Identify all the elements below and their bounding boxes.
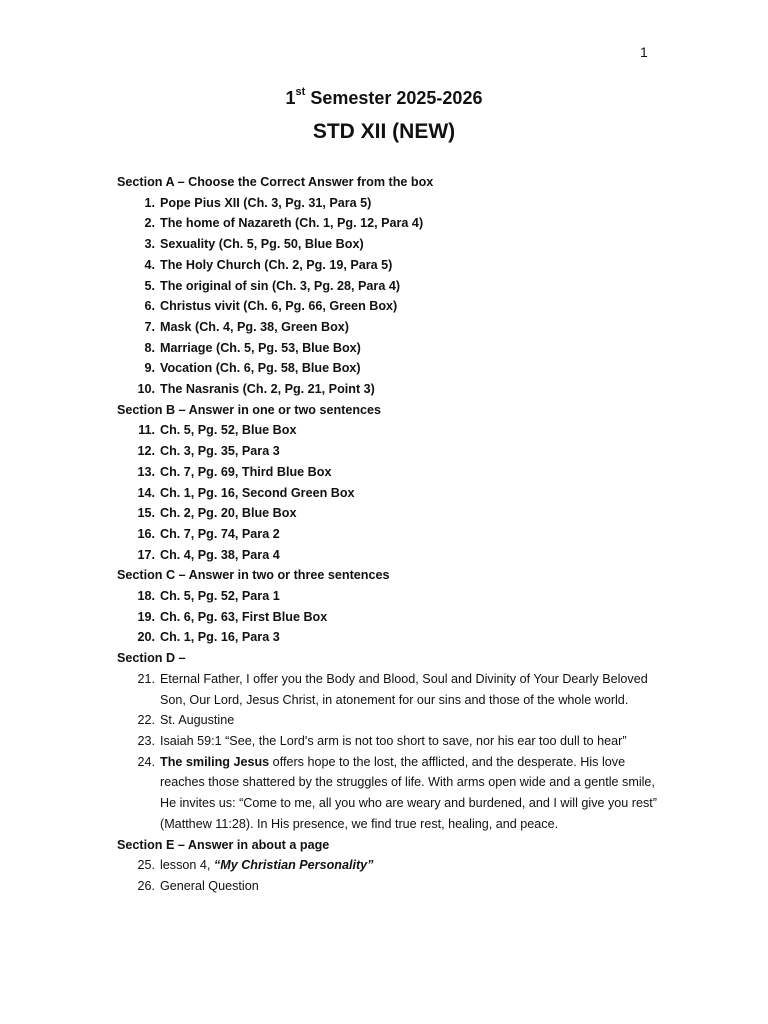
item-bold-lead: The smiling Jesus	[160, 754, 270, 769]
ordinal-suffix: st	[295, 86, 306, 98]
item-text: Vocation (Ch. 6, Pg. 58, Blue Box)	[160, 361, 361, 376]
list-item	[117, 876, 657, 897]
list-item	[117, 296, 657, 317]
class-title: STD XII (NEW)	[312, 120, 456, 143]
item-number: 19.	[137, 609, 155, 624]
item-text: Ch. 5, Pg. 52, Blue Box	[160, 423, 297, 438]
item-text: Pope Pius XII (Ch. 3, Pg. 31, Para 5)	[160, 195, 372, 210]
item-number: 18.	[137, 589, 155, 604]
semester-text: Semester 2025-2026	[305, 88, 483, 108]
list-item	[117, 669, 657, 710]
item-number: 4.	[144, 257, 155, 272]
item-text-rich	[160, 855, 657, 876]
item-text: Ch. 4, Pg. 38, Para 4	[160, 547, 280, 562]
item-italic-title: “My Christian Personality”	[213, 858, 374, 873]
item-text: Ch. 3, Pg. 35, Para 3	[160, 444, 280, 459]
item-text: Ch. 6, Pg. 63, First Blue Box	[160, 609, 328, 624]
list-item	[117, 358, 657, 379]
item-text: Ch. 2, Pg. 20, Blue Box	[160, 506, 297, 521]
section-e-heading: Section E – Answer in about a page	[117, 837, 330, 852]
list-item	[117, 483, 657, 504]
item-text-rich	[160, 752, 657, 835]
item-text: Ch. 5, Pg. 52, Para 1	[160, 589, 280, 604]
item-number: 6.	[144, 299, 155, 314]
list-item	[117, 193, 657, 214]
item-text: Eternal Father, I offer you the Body and Blood, Soul and Divinity of Your Dearly Beloved Son, Our Lord, Jesus Christ, in atonement for our sins and those of the whole world.	[160, 671, 648, 707]
section-b-heading: Section B – Answer in one or two sentences	[117, 402, 382, 417]
item-text: Ch. 7, Pg. 69, Third Blue Box	[160, 464, 332, 479]
item-text: St. Augustine	[160, 713, 235, 728]
ordinal-number: 1	[285, 88, 296, 108]
item-number: 14.	[137, 485, 155, 500]
item-text: Ch. 1, Pg. 16, Second Green Box	[160, 485, 355, 500]
item-number: 3.	[144, 237, 155, 252]
list-item	[117, 855, 657, 876]
item-number: 8.	[144, 340, 155, 355]
item-text: lesson 4,	[160, 858, 214, 873]
item-number: 22.	[137, 713, 155, 728]
item-number: 26.	[137, 878, 155, 893]
item-number: 15.	[137, 506, 155, 521]
item-text: Marriage (Ch. 5, Pg. 53, Blue Box)	[160, 340, 361, 355]
item-text: The Nasranis (Ch. 2, Pg. 21, Point 3)	[160, 382, 375, 397]
item-text: Isaiah 59:1 “See, the Lord's arm is not too short to save, nor his ear too dull to hear”	[160, 733, 627, 748]
list-item	[117, 379, 657, 400]
list-item	[117, 545, 657, 566]
page-number: 1	[640, 44, 648, 60]
list-item	[117, 524, 657, 545]
item-text: General Question	[160, 878, 259, 893]
list-item	[117, 234, 657, 255]
item-number: 17.	[137, 547, 155, 562]
list-item	[117, 462, 657, 483]
item-number: 7.	[144, 319, 155, 334]
item-number: 25.	[137, 858, 155, 873]
list-item	[117, 420, 657, 441]
item-number: 21.	[137, 671, 155, 686]
item-text: Ch. 1, Pg. 16, Para 3	[160, 630, 280, 645]
list-item	[117, 607, 657, 628]
list-item	[117, 338, 657, 359]
item-number: 1.	[144, 195, 155, 210]
item-number: 2.	[144, 216, 155, 231]
section-d-heading: Section D –	[117, 651, 186, 666]
item-number: 10.	[137, 382, 155, 397]
list-item	[117, 317, 657, 338]
list-item	[117, 441, 657, 462]
list-item	[117, 710, 657, 731]
list-item	[117, 627, 657, 648]
item-text: The Holy Church (Ch. 2, Pg. 19, Para 5)	[160, 257, 393, 272]
item-number: 5.	[144, 278, 155, 293]
item-text: The home of Nazareth (Ch. 1, Pg. 12, Para 4)	[160, 216, 424, 231]
item-text: Christus vivit (Ch. 6, Pg. 66, Green Box)	[160, 299, 398, 314]
section-c-heading: Section C – Answer in two or three sentences	[117, 568, 390, 583]
item-text: Ch. 7, Pg. 74, Para 2	[160, 526, 280, 541]
list-item	[117, 752, 657, 835]
item-text: offers hope to the lost, the afflicted, and the desperate. His love reaches those shattered by the struggles of life. With arms open wide and a gentle smile, He invites us: “Come to me, all you who are weary and burdened, and I will give you rest” (Matthew 11:28). In His presence, we find true rest, healing, and peace.	[160, 754, 657, 831]
section-a-heading: Section A – Choose the Correct Answer from the box	[117, 175, 434, 189]
semester-title	[0, 88, 768, 109]
list-item	[117, 255, 657, 276]
item-number: 23.	[137, 733, 155, 748]
list-item	[117, 276, 657, 297]
item-text: Sexuality (Ch. 5, Pg. 50, Blue Box)	[160, 237, 364, 252]
item-text: Mask (Ch. 4, Pg. 38, Green Box)	[160, 319, 349, 334]
item-number: 11.	[138, 423, 155, 438]
list-item	[117, 503, 657, 524]
answer-key	[117, 172, 657, 897]
item-text: The original of sin (Ch. 3, Pg. 28, Para 4)	[160, 278, 401, 293]
item-number: 13.	[137, 464, 155, 479]
item-number: 24.	[137, 754, 155, 769]
list-item	[117, 731, 657, 752]
list-item	[117, 213, 657, 234]
item-number: 16.	[137, 526, 155, 541]
item-number: 12.	[137, 444, 155, 459]
item-number: 20.	[137, 630, 155, 645]
item-number: 9.	[144, 361, 155, 376]
list-item	[117, 586, 657, 607]
